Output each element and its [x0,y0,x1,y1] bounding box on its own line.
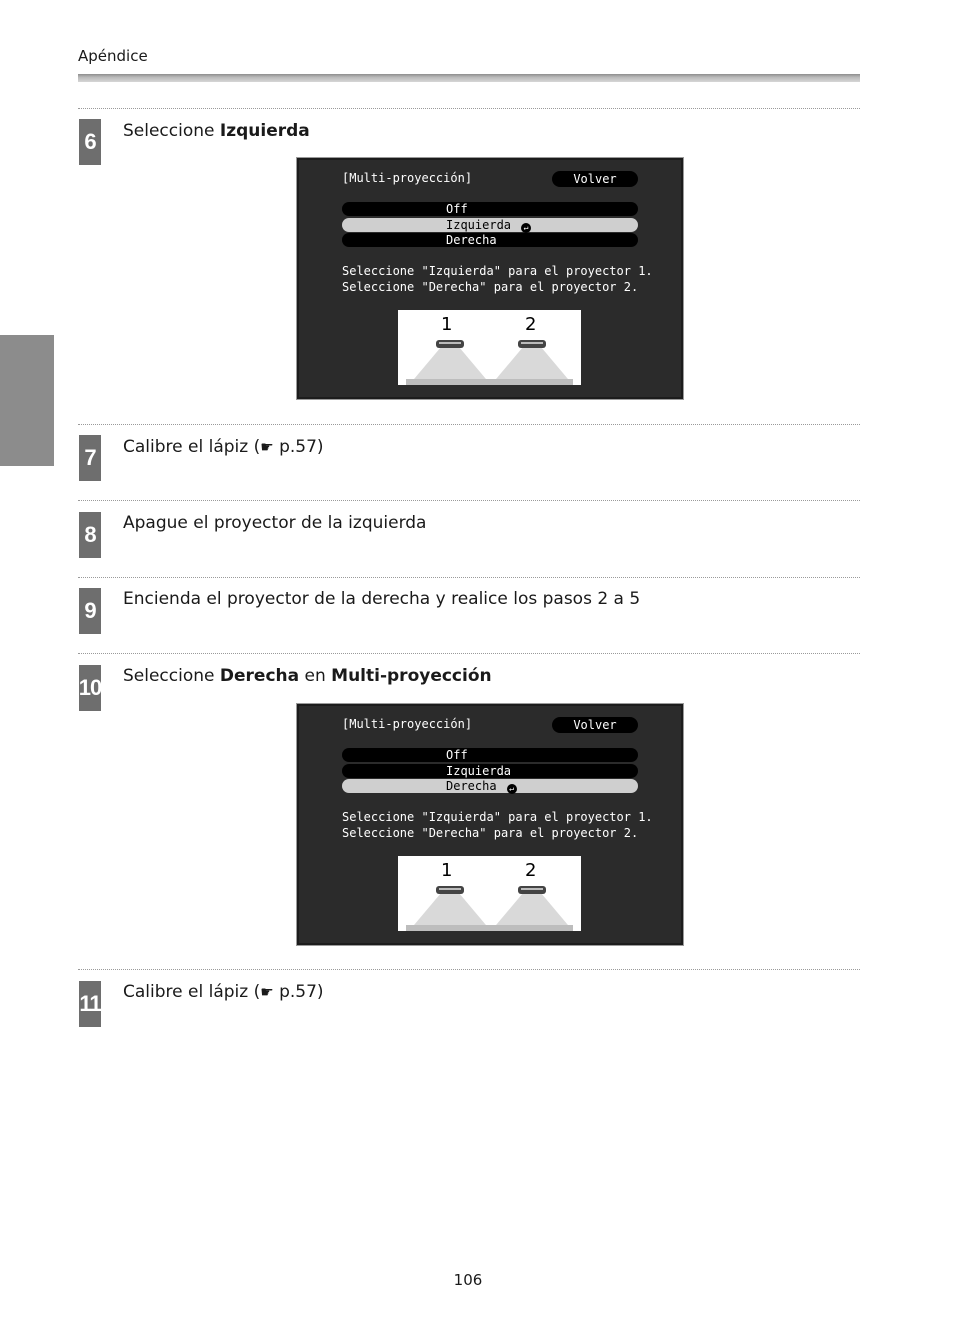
section-title: Apéndice [78,47,148,65]
enter-icon: ↵ [521,223,531,233]
projector-icon [436,886,464,894]
step-number: 11 [79,981,101,1027]
step-instruction: Seleccione Derecha en Multi-proyección [123,666,492,686]
option-derecha[interactable]: Derecha [342,233,638,247]
projector-label: 1 [441,314,453,335]
projector-icon [518,886,546,894]
projector-illustration [398,856,581,931]
projector-icon [436,340,464,348]
back-button[interactable]: Volver [552,717,638,733]
step-instruction: Calibre el lápiz (☛ p.57) [123,982,324,1002]
option-off[interactable]: Off [342,202,638,216]
divider [78,969,860,970]
projector-menu-screen [296,703,684,946]
option-izquierda[interactable]: Izquierda [342,764,638,778]
projector-label: 2 [525,860,537,881]
screen-base [406,379,573,385]
back-button[interactable]: Volver [552,171,638,187]
menu-title: [Multi-proyección] [342,171,473,185]
enter-icon: ↵ [507,784,517,794]
projector-label: 2 [525,314,537,335]
divider [78,653,860,654]
step-number: 8 [79,512,101,558]
step-instruction: Encienda el proyector de la derecha y realice los pasos 2 a 5 [123,589,641,609]
page-reference[interactable]: p.57) [273,982,324,1002]
header-rule [78,74,860,82]
step-number: 10 [79,665,101,711]
page-number: 106 [453,1271,483,1289]
projector-icon [518,340,546,348]
pointing-hand-icon: ☛ [260,438,274,456]
option-off[interactable]: Off [342,748,638,762]
step-instruction: Seleccione Izquierda [123,121,310,141]
divider [78,577,860,578]
chapter-tab [0,335,54,466]
step-instruction: Apague el proyector de la izquierda [123,513,427,533]
divider [78,108,860,109]
option-izquierda[interactable]: Izquierda ↵ [342,218,638,232]
menu-title: [Multi-proyección] [342,717,473,731]
pointing-hand-icon: ☛ [260,983,274,1001]
menu-message: Seleccione "Izquierda" para el proyector 1. Seleccione "Derecha" para el proyector 2. [342,264,653,294]
page-reference[interactable]: p.57) [273,437,324,457]
step-instruction: Calibre el lápiz (☛ p.57) [123,437,324,457]
divider [78,500,860,501]
projector-illustration [398,310,581,385]
projector-menu-screen [296,157,684,400]
projector-label: 1 [441,860,453,881]
step-number: 7 [79,435,101,481]
screen-base [406,925,573,931]
step-number: 9 [79,588,101,634]
option-derecha[interactable]: Derecha ↵ [342,779,638,793]
step-number: 6 [79,119,101,165]
divider [78,424,860,425]
menu-message: Seleccione "Izquierda" para el proyector 1. Seleccione "Derecha" para el proyector 2. [342,810,653,840]
